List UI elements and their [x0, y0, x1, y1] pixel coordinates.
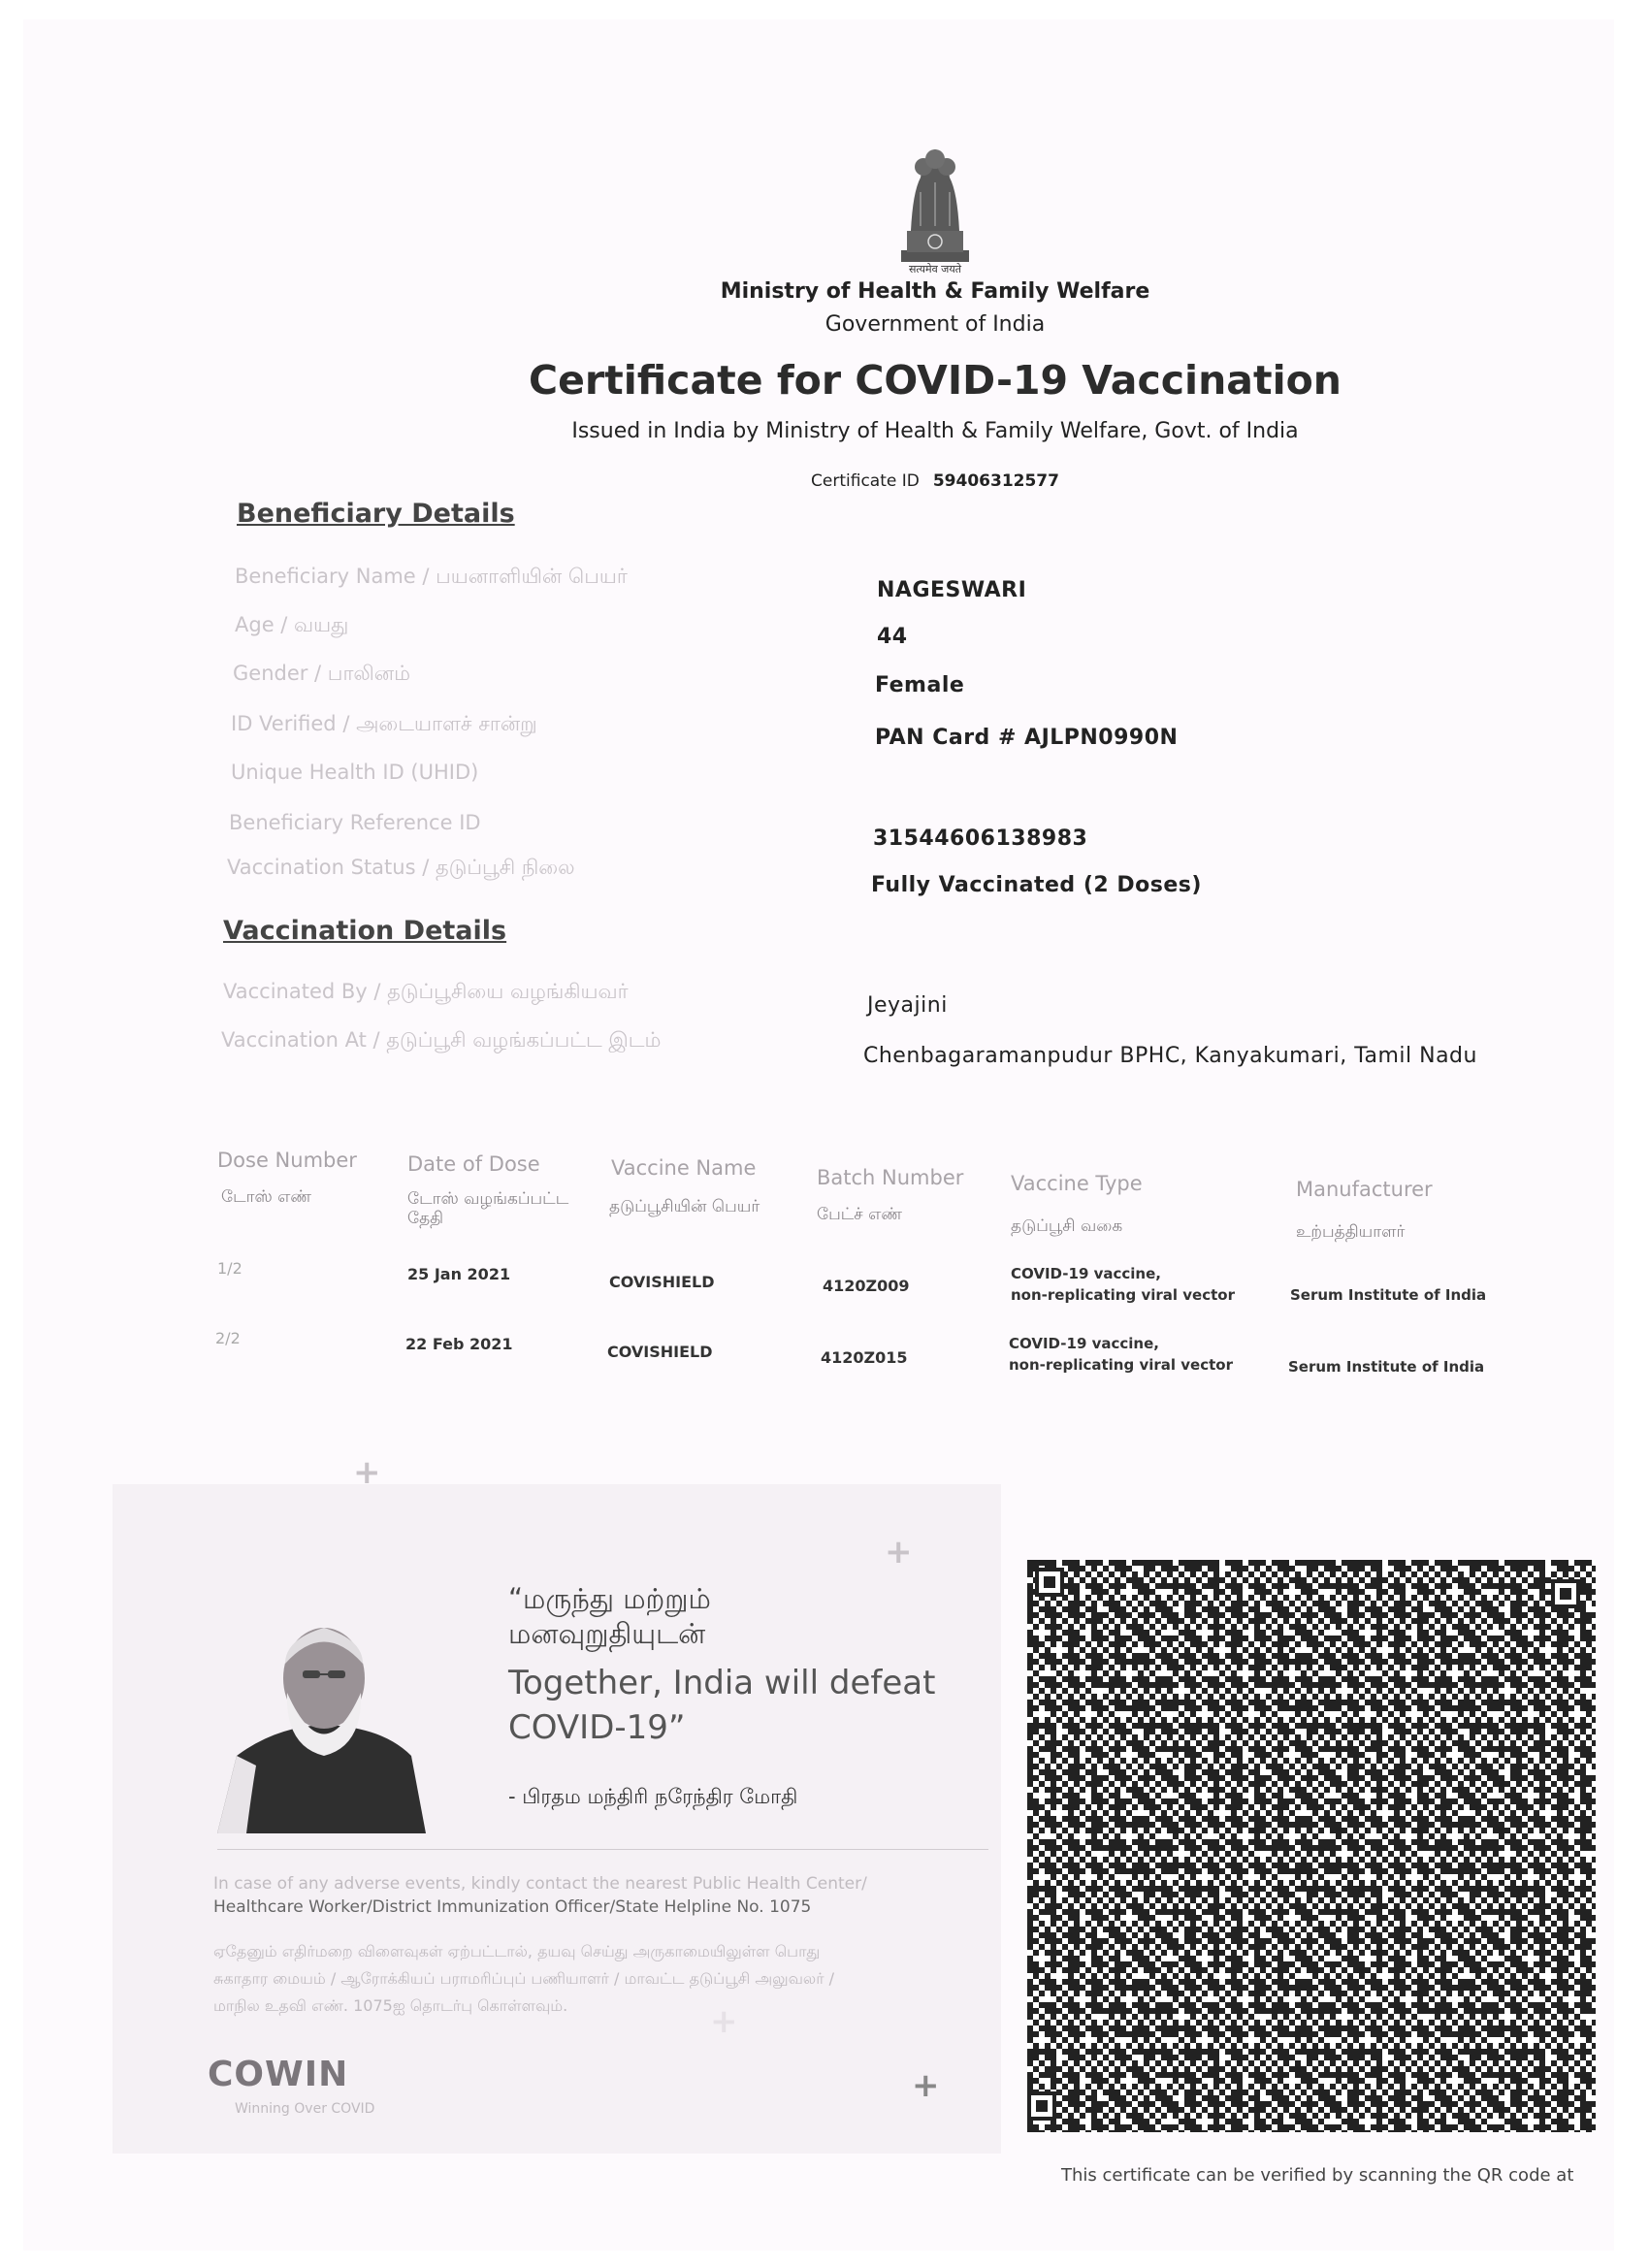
quote-tamil-line2: மனவுறுதியுடன் [508, 1617, 706, 1650]
quote-english [508, 1661, 974, 1750]
certificate-id-value: 59406312577 [932, 471, 1059, 491]
beneficiary-name-label: Beneficiary Name / பயனாளியின் பெயர் [235, 565, 628, 588]
header-vaccine-name-ta: தடுப்பூசியின் பெயர் [609, 1197, 760, 1216]
quote-tamil [508, 1581, 916, 1651]
emblem-caption: सत्यमेव जयते [908, 263, 961, 275]
age-label: Age / வயது [235, 613, 349, 636]
reference-id-value: 31544606138983 [873, 826, 1088, 851]
dose-1-number: 1/2 [217, 1259, 242, 1278]
quote-english-line2: COVID-19” [508, 1708, 686, 1747]
dose-1-type [1011, 1263, 1235, 1306]
ministry-name: Ministry of Health & Family Welfare [720, 279, 1150, 304]
header-manufacturer-ta: உற்பத்தியாளர் [1296, 1222, 1406, 1242]
dose-2-type [1009, 1333, 1233, 1376]
header-dose-number: Dose Number [217, 1149, 357, 1172]
header-batch-number: Batch Number [817, 1166, 964, 1189]
qr-finder-top-left [1035, 1568, 1064, 1597]
gender-label: Gender / பாலினம் [233, 662, 411, 685]
header-vaccine-type: Vaccine Type [1011, 1172, 1143, 1195]
reference-id-label: Beneficiary Reference ID [229, 811, 481, 834]
national-emblem-icon [891, 134, 979, 279]
banner-divider [217, 1849, 988, 1850]
header-vaccine-name: Vaccine Name [611, 1156, 757, 1180]
certificate-page [23, 19, 1614, 2251]
helpline-note-tamil-line2: சுகாதார மையம் / ஆரோக்கியப் பராமரிப்புப் பணியாளர் / மாவட்ட தடுப்பூசி அலுவலர் / [213, 1969, 835, 1988]
prime-minister-portrait [217, 1610, 450, 1833]
header-date-of-dose: Date of Dose [407, 1152, 540, 1176]
vaccination-status-value: Fully Vaccinated (2 Doses) [871, 873, 1202, 897]
dose-1-date: 25 Jan 2021 [407, 1265, 511, 1283]
vaccination-section-title: Vaccination Details [223, 916, 507, 946]
quote-english-line1: Together, India will defeat [508, 1664, 936, 1702]
dose-1-batch: 4120Z009 [823, 1277, 910, 1295]
helpline-note-english-line2: Healthcare Worker/District Immunization Officer/State Helpline No. 1075 [213, 1897, 812, 1917]
dose-2-type-line1: COVID-19 vaccine, [1009, 1335, 1159, 1352]
gender-value: Female [875, 673, 965, 697]
vaccination-status-label: Vaccination Status / தடுப்பூசி நிலை [227, 856, 575, 879]
helpline-note-tamil-line3: மாநில உதவி எண். 1075ஐ தொடர்பு கொள்ளவும். [213, 1996, 568, 2015]
dose-1-type-line1: COVID-19 vaccine, [1011, 1265, 1161, 1282]
dose-1-vaccine: COVISHIELD [609, 1273, 715, 1291]
vaccinated-by-value: Jeyajini [867, 993, 948, 1018]
verification-qr-code [1027, 1560, 1596, 2132]
header-manufacturer: Manufacturer [1296, 1178, 1433, 1201]
header-date-of-dose-ta: டோஸ் வழங்கப்பட்ட தேதி [407, 1189, 569, 1228]
id-verified-label: ID Verified / அடையாளச் சான்று [231, 712, 537, 735]
beneficiary-name-value: NAGESWARI [877, 578, 1027, 602]
helpline-note-tamil [213, 1938, 989, 2020]
cowin-logo: COWIN [208, 2055, 349, 2094]
header-dose-number-ta: டோஸ் எண் [221, 1187, 312, 1207]
plus-decoration-icon: + [912, 2066, 940, 2105]
certificate-title: Certificate for COVID-19 Vaccination [529, 357, 1342, 404]
dose-2-batch: 4120Z015 [821, 1348, 908, 1367]
certificate-id-label: Certificate ID [811, 471, 920, 491]
header-batch-number-ta: பேட்ச் எண் [817, 1205, 902, 1224]
vaccination-at-label: Vaccination At / தடுப்பூசி வழங்கப்பட்ட இடம் [221, 1028, 662, 1052]
header-vaccine-type-ta: தடுப்பூசி வகை [1011, 1216, 1123, 1236]
government-name: Government of India [824, 312, 1046, 337]
uhid-label: Unique Health ID (UHID) [231, 761, 479, 784]
plus-decoration-icon: + [885, 1533, 913, 1571]
id-verified-value: PAN Card # AJLPN0990N [875, 726, 1179, 750]
qr-verify-note: This certificate can be verified by scanning the QR code at [1061, 2165, 1574, 2186]
dose-2-date: 22 Feb 2021 [405, 1335, 513, 1353]
certificate-id [605, 471, 1265, 491]
vaccination-at-value: Chenbagaramanpudur BPHC, Kanyakumari, Tamil Nadu [863, 1044, 1477, 1068]
dose-2-number: 2/2 [215, 1329, 241, 1347]
dose-2-vaccine: COVISHIELD [607, 1343, 713, 1361]
beneficiary-section-title: Beneficiary Details [237, 499, 515, 529]
age-value: 44 [877, 625, 908, 649]
quote-attribution: - பிரதம மந்திரி நரேந்திர மோதி [508, 1785, 798, 1808]
dose-2-manufacturer: Serum Institute of India [1288, 1358, 1485, 1376]
helpline-note-english-line1: In case of any adverse events, kindly contact the nearest Public Health Center/ [213, 1874, 867, 1894]
dose-1-manufacturer: Serum Institute of India [1290, 1286, 1487, 1304]
cowin-tagline: Winning Over COVID [235, 2101, 375, 2117]
vaccinated-by-label: Vaccinated By / தடுப்பூசியை வழங்கியவர் [223, 980, 629, 1003]
dose-2-type-line2: non-replicating viral vector [1009, 1356, 1233, 1374]
issued-by: Issued in India by Ministry of Health & Family Welfare, Govt. of India [571, 419, 1299, 443]
plus-decoration-icon: + [710, 2002, 738, 2041]
helpline-note-tamil-line1: ஏதேனும் எதிர்மறை விளைவுகள் ஏற்பட்டால், தயவு செய்து அருகாமையிலுள்ள பொது [213, 1942, 821, 1960]
helpline-note-english [213, 1872, 951, 1919]
quote-tamil-line1: “மருந்து மற்றும் [508, 1582, 711, 1615]
plus-decoration-icon: + [353, 1453, 381, 1492]
dose-1-type-line2: non-replicating viral vector [1011, 1286, 1235, 1304]
